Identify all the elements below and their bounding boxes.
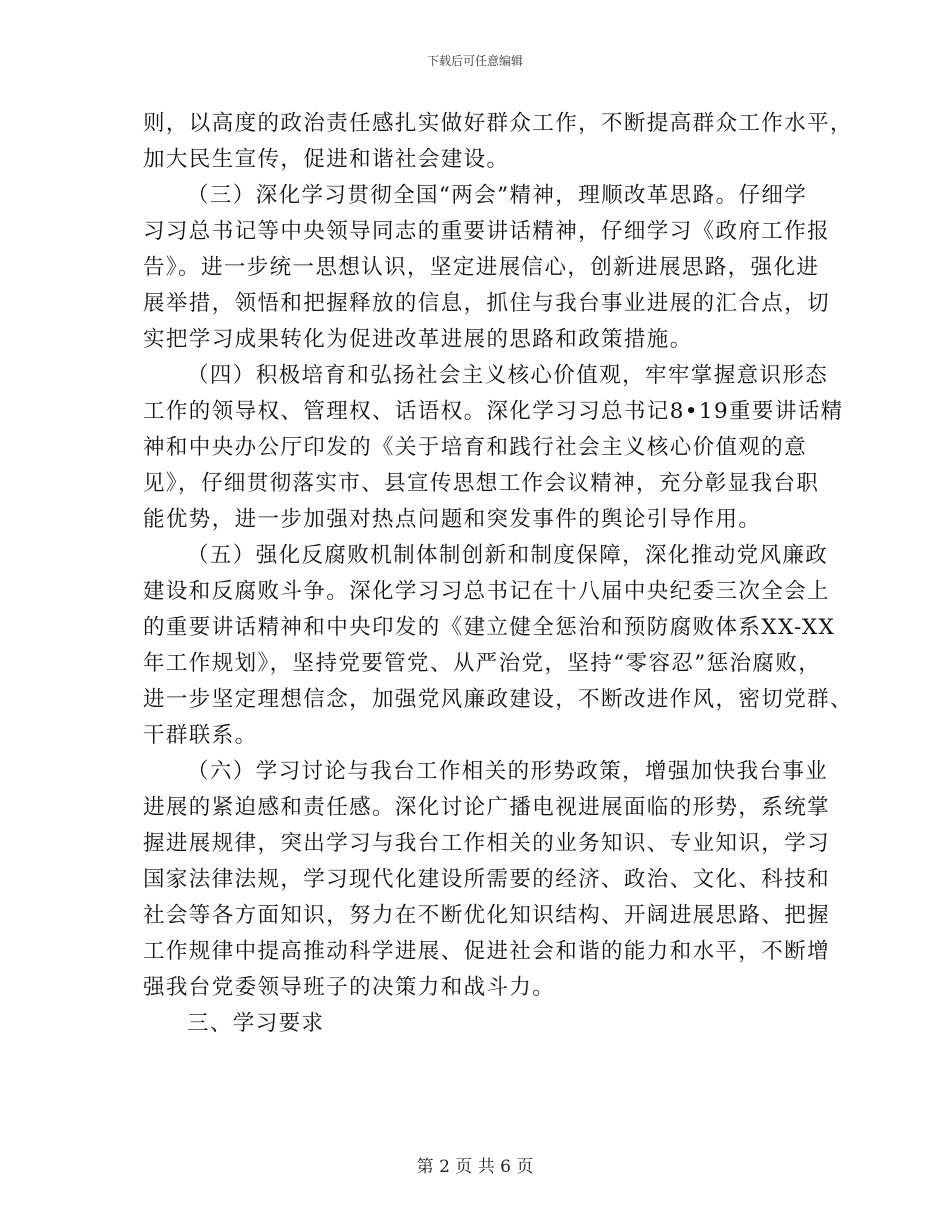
text-line: 的重要讲话精神和中央印发的《建立健全惩治和预防腐败体系XX-XX <box>143 615 836 640</box>
text-line: 工作的领导权、管理权、话语权。深化学习习总书记8•19重要讲话精 <box>143 399 844 424</box>
text-line: 年工作规划》，坚持党要管党、从严治党，坚持“零容忍”惩治腐败， <box>143 651 822 676</box>
text-line: 强我台党委领导班子的决策力和战斗力。 <box>143 975 556 1000</box>
text-line: 能优势，进一步加强对热点问题和突发事件的舆论引导作用。 <box>143 507 762 532</box>
text-line: 展举措，领悟和把握释放的信息，抓住与我台事业进展的汇合点，切 <box>143 291 831 316</box>
text-line: 国家法律法规，学习现代化建设所需要的经济、政治、文化、科技和 <box>143 867 831 892</box>
text-line: 进展的紧迫感和责任感。深化讨论广播电视进展面临的形势，系统掌 <box>143 795 831 820</box>
text-line: 则，以高度的政治责任感扎实做好群众工作，不断提高群众工作水平， <box>143 111 853 136</box>
section-three-heading-line: （三）深化学习贯彻全国“两会”精神，理顺改革思路。仔细学 <box>187 183 808 208</box>
text-line: 加大民生宣传，促进和谐社会建设。 <box>143 147 510 172</box>
section-five-heading-line: （五）强化反腐败机制体制创新和制度保障，深化推动党风廉政 <box>187 543 829 568</box>
text-line: 习习总书记等中央领导同志的重要讲话精神，仔细学习《政府工作报 <box>143 219 831 244</box>
section-six-heading-line: （六）学习讨论与我台工作相关的形势政策，增强加快我台事业 <box>187 759 829 784</box>
text-line: 告》。进一步统一思想认识，坚定进展信心，创新进展思路，强化进 <box>143 255 820 280</box>
text-line: 实把学习成果转化为促进改革进展的思路和政策措施。 <box>143 327 693 352</box>
text-line: 干群联系。 <box>143 723 258 748</box>
text-line: 社会等各方面知识，努力在不断优化知识结构、开阔进展思路、把握 <box>143 903 831 928</box>
page-number-footer: 第 2 页 共 6 页 <box>416 1157 534 1177</box>
section-four-heading-line: （四）积极培育和弘扬社会主义核心价值观，牢牢掌握意识形态 <box>187 363 829 388</box>
text-line: 建设和反腐败斗争。深化学习习总书记在十八届中央纪委三次全会上 <box>143 579 831 604</box>
text-line: 工作规律中提高推动科学进展、促进社会和谐的能力和水平，不断增 <box>143 939 831 964</box>
text-line: 见》，仔细贯彻落实市、县宣传思想工作会议精神，充分彰显我台职 <box>143 471 820 496</box>
text-line: 神和中央办公厅印发的《关于培育和践行社会主义核心价值观的意 <box>143 435 808 460</box>
section-heading-study-requirements: 三、学习要求 <box>187 1011 325 1036</box>
document-body <box>143 106 853 1042</box>
text-line: 进一步坚定理想信念，加强党风廉政建设，不断改进作风，密切党群、 <box>143 687 853 712</box>
page-header: 下载后可任意编辑 <box>426 54 523 68</box>
text-line: 握进展规律，突出学习与我台工作相关的业务知识、专业知识，学习 <box>143 831 831 856</box>
